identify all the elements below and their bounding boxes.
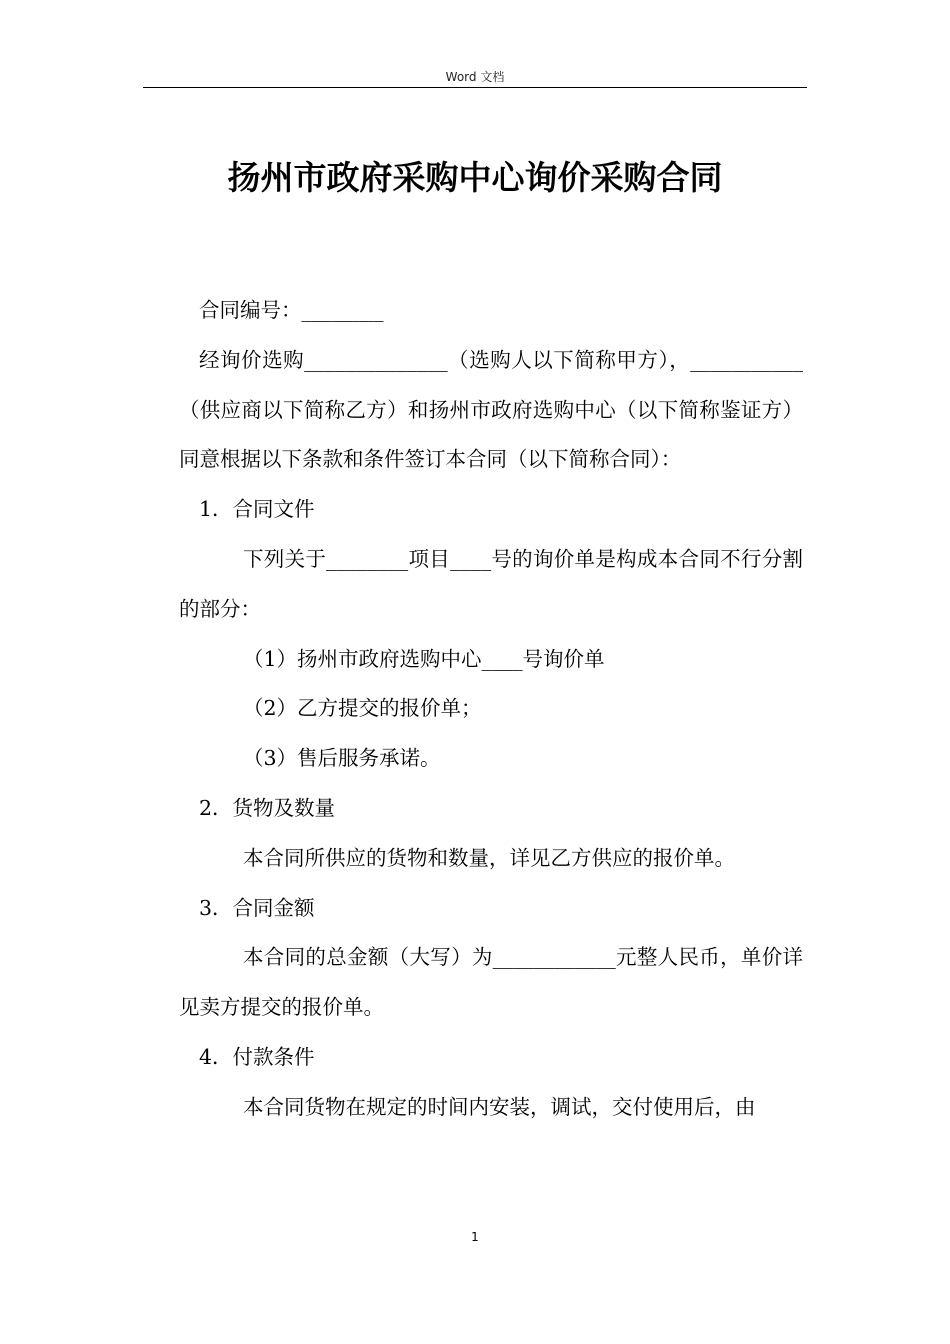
section-2-heading: 2．货物及数量 xyxy=(199,795,336,820)
page-number: 1 xyxy=(471,1230,479,1244)
contract-number-line: 合同编号：________ xyxy=(199,298,384,322)
section-1-item-2: （2）乙方提交的报价单； xyxy=(243,696,482,721)
section-4-heading: 4．付款条件 xyxy=(199,1044,315,1069)
document-title: 扬州市政府采购中心询价采购合同 xyxy=(227,158,723,197)
section-3-heading: 3．合同金额 xyxy=(199,895,315,920)
section-1-item-1: （1）扬州市政府选购中心____号询价单 xyxy=(243,646,605,671)
header-rule xyxy=(143,87,807,88)
section-4-body: 本合同货物在规定的时间内安装，调试，交付使用后，由 xyxy=(243,1094,756,1119)
section-1-heading: 1．合同文件 xyxy=(199,497,315,522)
intro-paragraph: 经询价选购______________（选购人以下简称甲方），___________（供应商以下简称乙方）和扬州市政府选购中心（以下简称鉴证方）同意根据以下条款和条件签订本合同（以下简称合同）： xyxy=(179,347,803,472)
section-1-body: 下列关于________项目____号的询价单是构成本合同不行分割的部分： xyxy=(179,546,803,621)
section-3-body: 本合同的总金额（大写）为____________元整人民币，单价详见卖方提交的报价单。 xyxy=(179,945,803,1020)
section-1-item-3: （3）售后服务承诺。 xyxy=(243,746,441,771)
page-header-text: Word 文档 xyxy=(445,70,505,84)
document-body xyxy=(179,286,803,1133)
section-2-body: 本合同所供应的货物和数量，详见乙方供应的报价单。 xyxy=(243,845,735,870)
